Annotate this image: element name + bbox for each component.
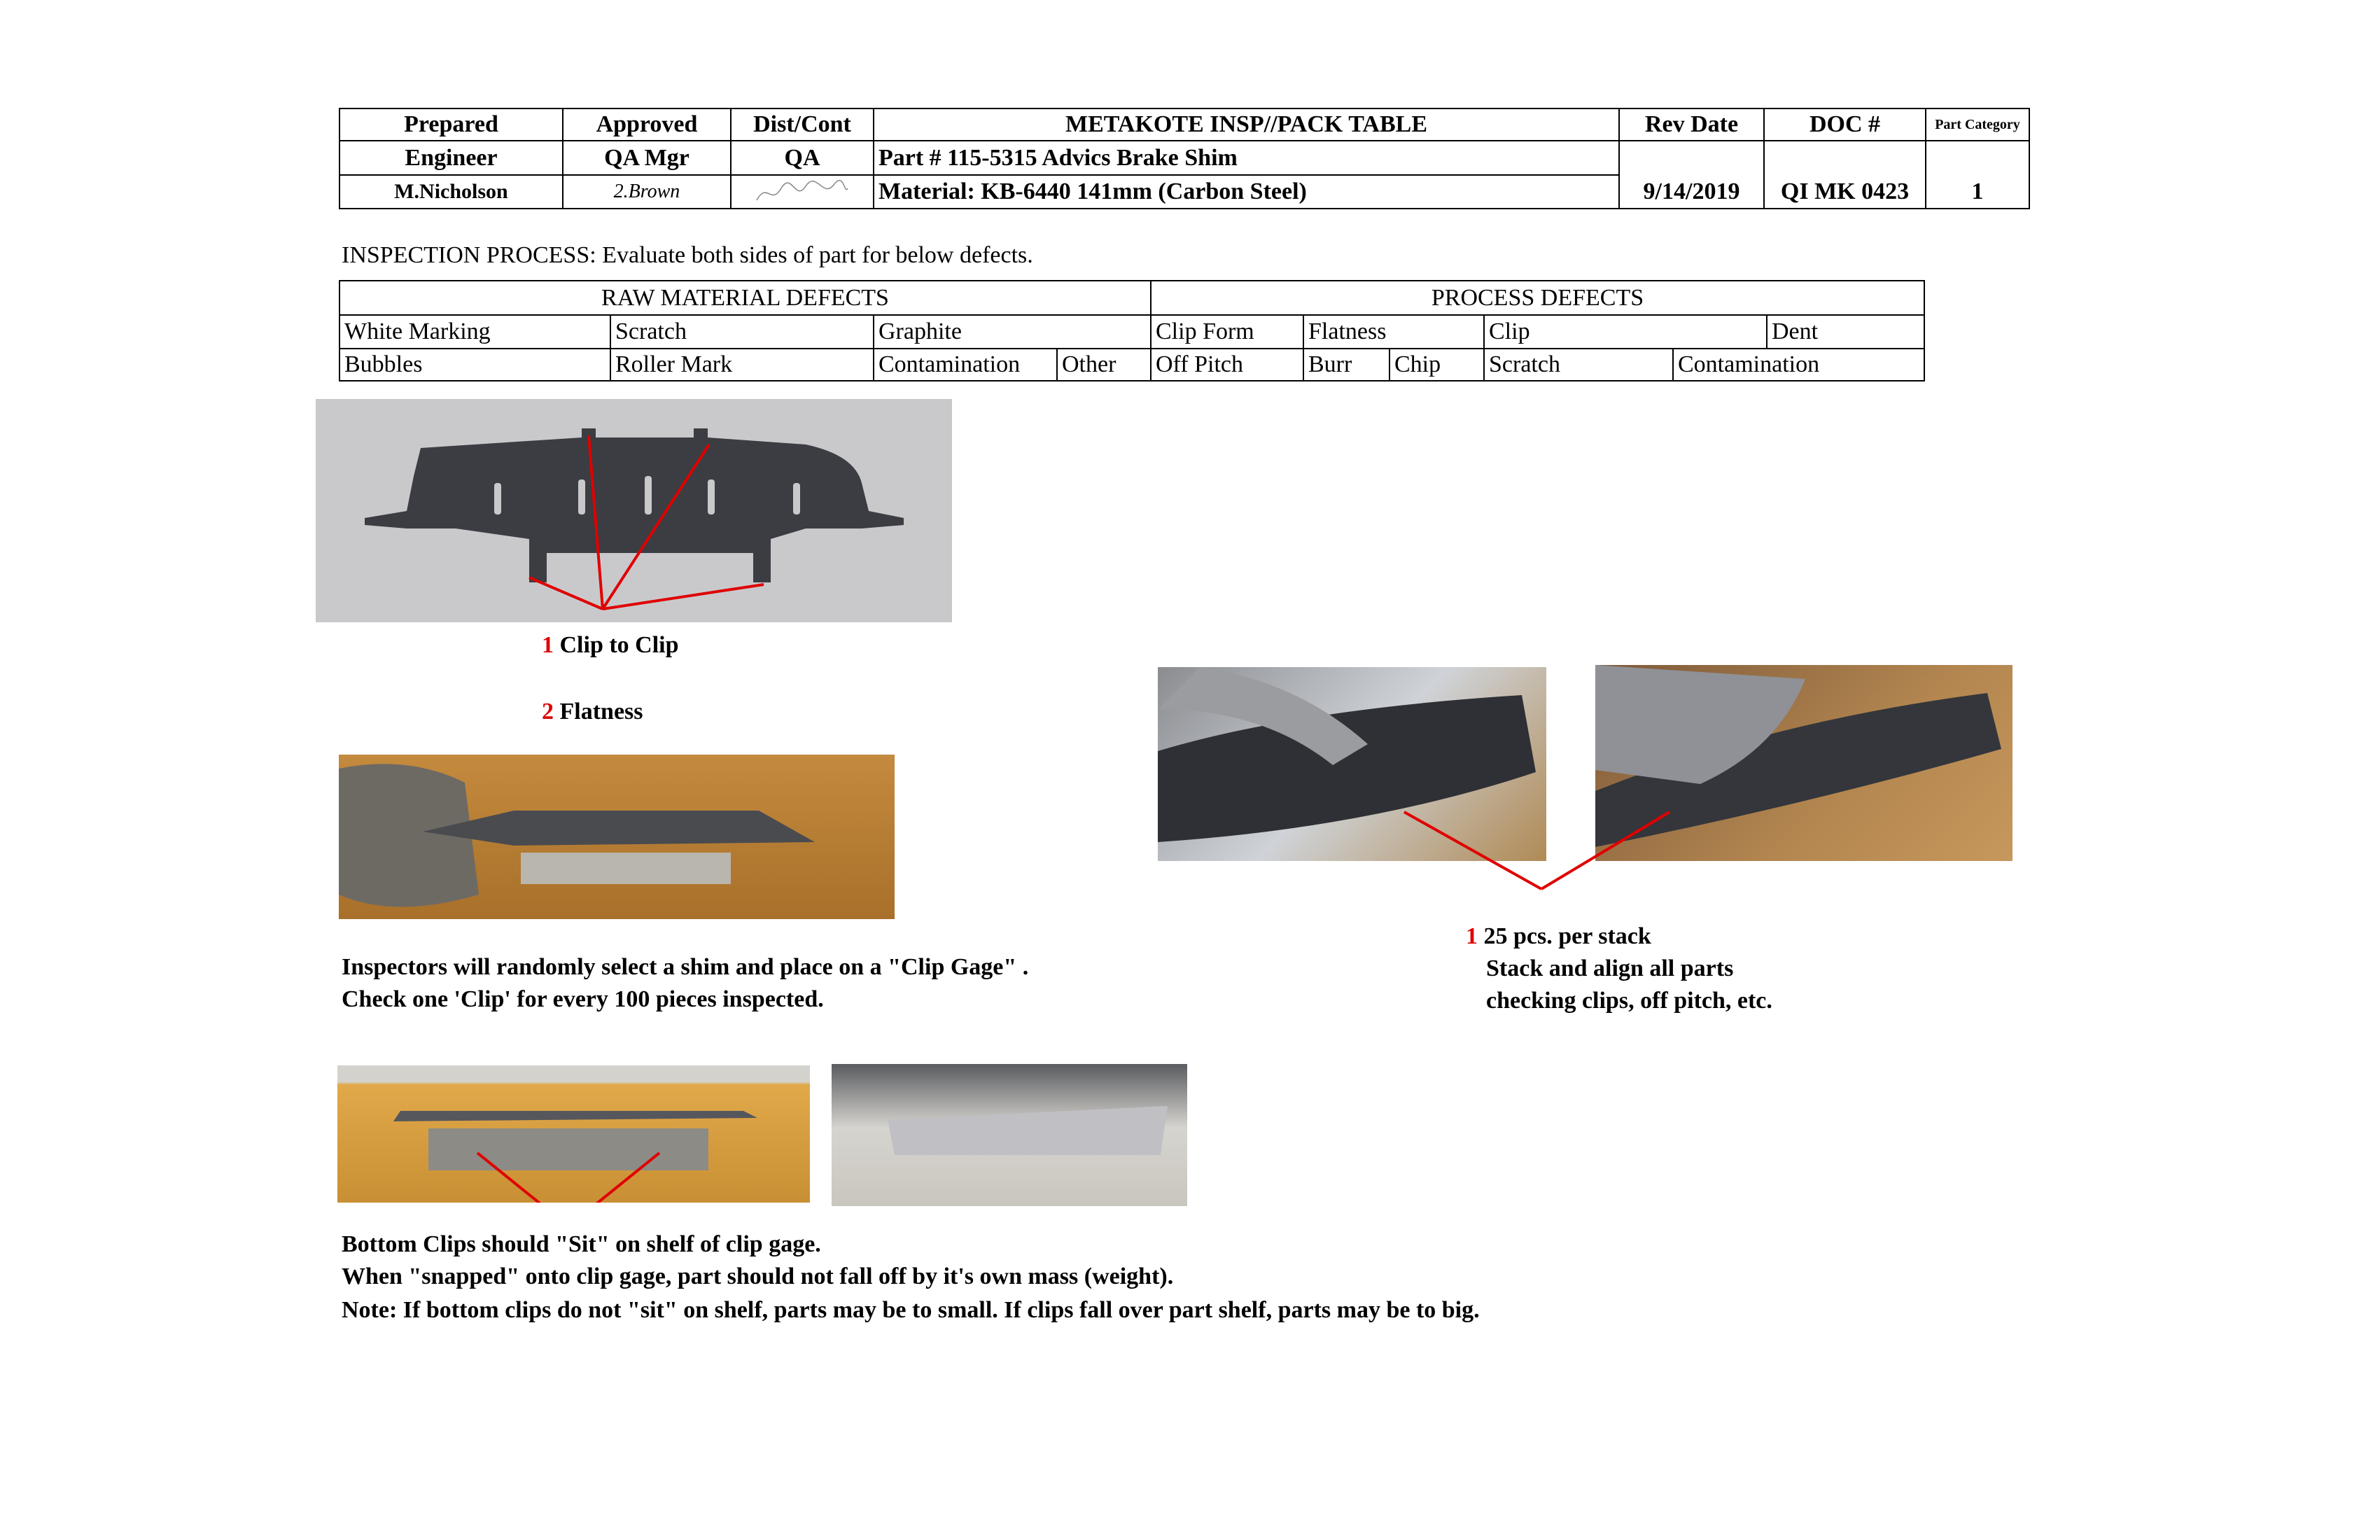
clip-gage-photo <box>339 755 895 919</box>
bottom-note-1: Bottom Clips should "Sit" on shelf of clip gage. <box>342 1231 821 1257</box>
stack-note-2: Stack and align all parts <box>1486 955 1734 981</box>
defect-cell: Scratch <box>1483 348 1674 382</box>
defect-cell: Clip Form <box>1150 314 1304 349</box>
col-distcont: Dist/Cont <box>730 108 874 141</box>
instruction-line-1: Inspectors will randomly select a shim and place on a "Clip Gage" . <box>342 954 1029 980</box>
callout-number: 1 <box>1466 923 1478 949</box>
role-approved: QA Mgr <box>562 140 732 176</box>
role-prepared: Engineer <box>339 140 564 176</box>
raw-defects-header: RAW MATERIAL DEFECTS <box>339 280 1152 316</box>
defect-cell: Roller Mark <box>610 348 874 382</box>
rev-date: 9/14/2019 <box>1618 140 1765 209</box>
defect-cell: Flatness <box>1303 314 1485 349</box>
callout-label: Clip to Clip <box>559 632 679 658</box>
role-distcont: QA <box>730 140 874 176</box>
callout-clip-to-clip <box>542 632 679 659</box>
gage-top-photo <box>832 1064 1187 1206</box>
inspection-process-text: INSPECTION PROCESS: Evaluate both sides of part for below defects. <box>342 242 1033 268</box>
defect-cell: Other <box>1056 348 1152 382</box>
defect-cell: Burr <box>1303 348 1390 382</box>
bottom-note-2: When "snapped" onto clip gage, part should not fall off by it's own mass (weight). <box>342 1264 1174 1289</box>
name-prepared: M.Nicholson <box>339 174 564 209</box>
callout-label: Flatness <box>559 699 643 724</box>
signature-distcont <box>730 174 874 209</box>
callout-label: 25 pcs. per stack <box>1483 923 1651 949</box>
col-doc: DOC # <box>1763 108 1926 141</box>
doc-title: METAKOTE INSP//PACK TABLE <box>873 108 1620 141</box>
stack-arrows <box>1400 805 1680 896</box>
stack-note-1 <box>1466 923 1651 950</box>
part-line: Part # 115-5315 Advics Brake Shim <box>873 140 1620 176</box>
defect-cell: Contamination <box>1672 348 1925 382</box>
material-line: Material: KB-6440 141mm (Carbon Steel) <box>873 174 1620 209</box>
signature-approved: 2.Brown <box>562 174 732 209</box>
col-approved: Approved <box>562 108 732 141</box>
defect-cell: Bubbles <box>339 348 611 382</box>
doc-number: QI MK 0423 <box>1763 140 1926 209</box>
defect-cell: Scratch <box>610 314 874 349</box>
col-revdate: Rev Date <box>1618 108 1765 141</box>
col-category: Part Category <box>1925 108 2030 141</box>
defect-cell: Chip <box>1389 348 1485 382</box>
instruction-line-2: Check one 'Clip' for every 100 pieces inspected. <box>342 986 824 1012</box>
gage-side-photo <box>337 1065 810 1203</box>
defect-cell: White Marking <box>339 314 611 349</box>
col-prepared: Prepared <box>339 108 564 141</box>
defect-cell: Contamination <box>873 348 1058 382</box>
shim-photo <box>316 399 952 622</box>
defect-cell: Off Pitch <box>1150 348 1304 382</box>
defect-cell: Graphite <box>873 314 1152 349</box>
defect-cell: Dent <box>1766 314 1925 349</box>
callout-flatness <box>542 699 643 725</box>
bottom-note-3: Note: If bottom clips do not "sit" on shelf, parts may be to small. If clips fall over part shelf, parts may be to big. <box>342 1297 1480 1323</box>
process-defects-header: PROCESS DEFECTS <box>1150 280 1925 316</box>
defect-cell: Clip <box>1483 314 1768 349</box>
callout-number: 2 <box>542 699 554 724</box>
callout-number: 1 <box>542 632 554 658</box>
part-category: 1 <box>1925 140 2030 209</box>
stack-note-3: checking clips, off pitch, etc. <box>1486 988 1772 1014</box>
